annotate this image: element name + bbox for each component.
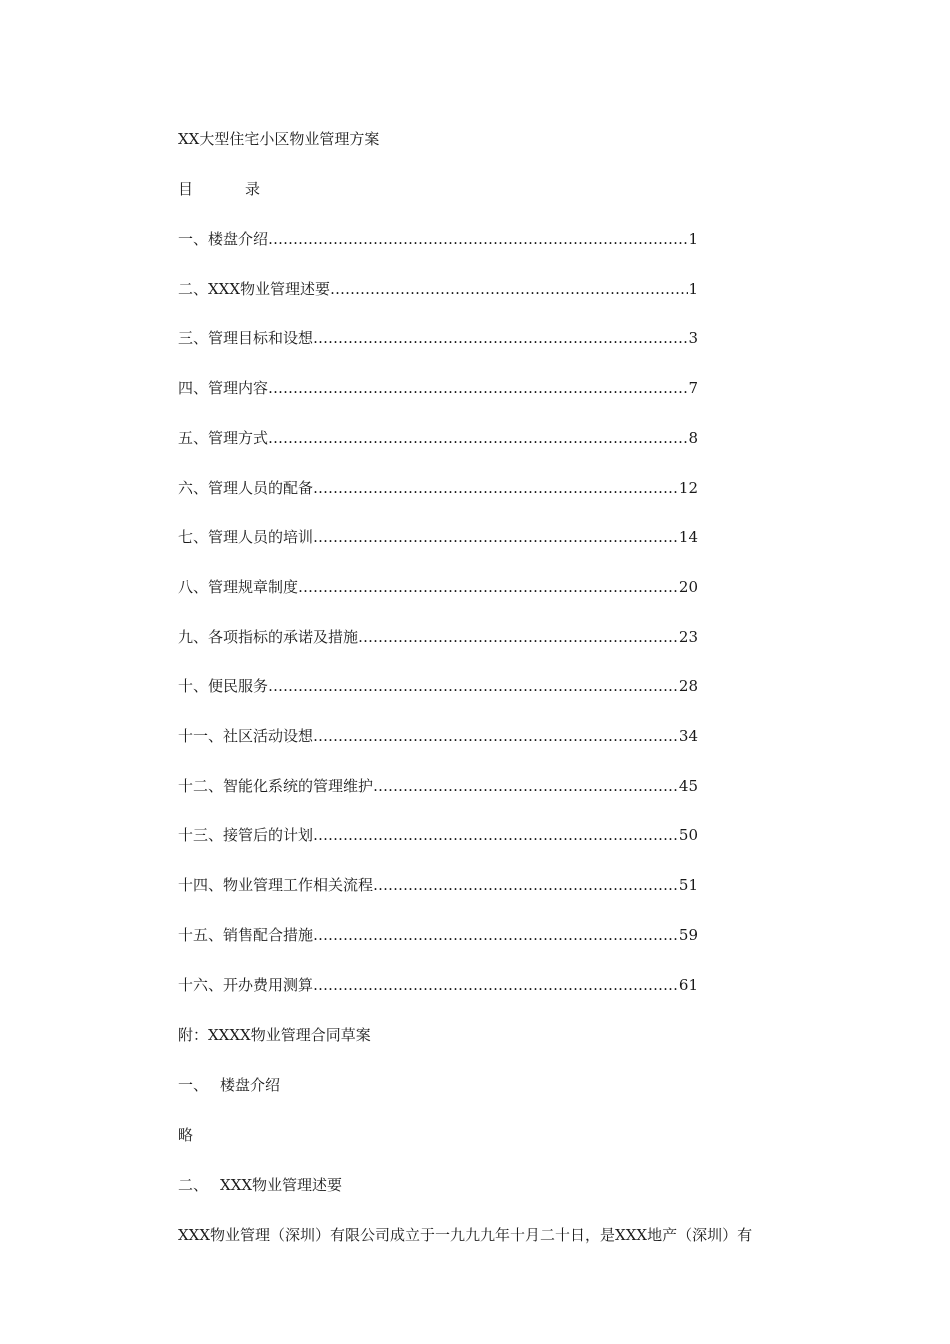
- toc-entry-label: 八、管理规章制度: [178, 577, 299, 596]
- toc-entry-page: 45: [678, 776, 698, 795]
- toc-entry-label: 九、各项指标的承诺及措施: [178, 627, 359, 646]
- toc-entry-page: 23: [678, 627, 698, 646]
- toc-entry-label: 六、管理人员的配备: [178, 478, 314, 497]
- toc-entry-page: 3: [688, 329, 698, 348]
- toc-entry-page: 14: [678, 528, 698, 547]
- toc-leader-dots: [268, 229, 688, 249]
- toc-entry-page: 1: [688, 230, 698, 248]
- toc-heading: [178, 179, 260, 199]
- toc-entry-label: 十六、开办费用测算: [178, 975, 314, 994]
- toc-entry[interactable]: [178, 676, 698, 696]
- toc-entry[interactable]: [178, 378, 698, 398]
- toc-entry-page: 7: [688, 379, 698, 398]
- toc-leader-dots: [313, 478, 679, 498]
- toc-leader-dots: [373, 776, 679, 796]
- toc-entry-label: 十一、社区活动设想: [178, 727, 314, 745]
- toc-leader-dots: [313, 527, 679, 547]
- toc-entry[interactable]: [178, 776, 698, 796]
- toc-leader-dots: [268, 378, 688, 398]
- toc-leader-dots: [313, 726, 679, 746]
- toc-entry[interactable]: [178, 925, 698, 945]
- toc-entry[interactable]: [178, 279, 698, 299]
- toc-entry-label: 二、XXX物业管理述要: [178, 279, 331, 298]
- section-body-1: 略: [178, 1126, 194, 1144]
- toc-entry[interactable]: [178, 726, 698, 746]
- toc-leader-dots: [268, 676, 679, 696]
- appendix-line: 附：XXXX物业管理合同草案: [178, 1026, 371, 1044]
- toc-entry-page: 50: [678, 826, 698, 845]
- toc-entry[interactable]: [178, 975, 698, 995]
- toc-entry[interactable]: [178, 875, 698, 895]
- toc-entry[interactable]: [178, 527, 698, 547]
- section-number: 二、: [178, 1176, 209, 1194]
- section-heading-1: [178, 1075, 280, 1095]
- toc-entry-label: 五、管理方式: [178, 428, 269, 447]
- toc-entry-page: 61: [678, 975, 698, 994]
- toc-entry-page: 34: [678, 727, 698, 745]
- toc-entry[interactable]: [178, 577, 698, 597]
- section-number: 一、: [178, 1076, 209, 1094]
- toc-leader-dots: [313, 925, 679, 945]
- toc-entry-page: 1: [688, 279, 698, 298]
- toc-entry-label: 十、便民服务: [178, 677, 269, 696]
- section-title: 楼盘介绍: [220, 1076, 281, 1094]
- toc-entry-page: 20: [678, 577, 698, 596]
- toc-entry-label: 四、管理内容: [178, 379, 269, 398]
- toc-entry-label: 十二、智能化系统的管理维护: [178, 776, 374, 795]
- toc-leader-dots: [313, 975, 679, 995]
- document-title: XX大型住宅小区物业管理方案: [178, 130, 380, 148]
- toc-entry-page: 51: [678, 876, 698, 895]
- toc-leader-dots: [373, 875, 679, 895]
- toc-entry[interactable]: [178, 627, 698, 647]
- toc-entry-label: 七、管理人员的培训: [178, 528, 314, 547]
- toc-leader-dots: [298, 577, 679, 597]
- toc-entry[interactable]: [178, 328, 698, 348]
- toc-entry-label: 一、楼盘介绍: [178, 230, 269, 248]
- toc-entry[interactable]: [178, 428, 698, 448]
- toc-entry-label: 十五、销售配合措施: [178, 925, 314, 944]
- section-heading-2: [178, 1175, 342, 1195]
- toc-leader-dots: [330, 279, 688, 299]
- toc-entry-label: 十三、接管后的计划: [178, 826, 314, 845]
- toc-entry[interactable]: [178, 825, 698, 845]
- toc-entry-label: 三、管理目标和设想: [178, 329, 314, 348]
- toc-entry-page: 59: [678, 925, 698, 944]
- section-body-2: XXX物业管理（深圳）有限公司成立于一九九九年十月二十日，是XXX地产（深圳）有: [178, 1226, 753, 1244]
- toc-entry-page: 12: [678, 478, 698, 497]
- toc-heading-part1: 目: [178, 180, 194, 198]
- toc-entry-page: 28: [678, 677, 698, 696]
- toc-entry-label: 十四、物业管理工作相关流程: [178, 876, 374, 895]
- toc-entry[interactable]: [178, 229, 698, 249]
- section-title: XXX物业管理述要: [220, 1176, 343, 1194]
- toc-entry-page: 8: [688, 428, 698, 447]
- toc-leader-dots: [313, 328, 688, 348]
- toc-heading-part2: 录: [245, 180, 261, 198]
- toc-leader-dots: [268, 428, 688, 448]
- toc-leader-dots: [358, 627, 679, 647]
- toc-entry[interactable]: [178, 478, 698, 498]
- toc-leader-dots: [313, 825, 679, 845]
